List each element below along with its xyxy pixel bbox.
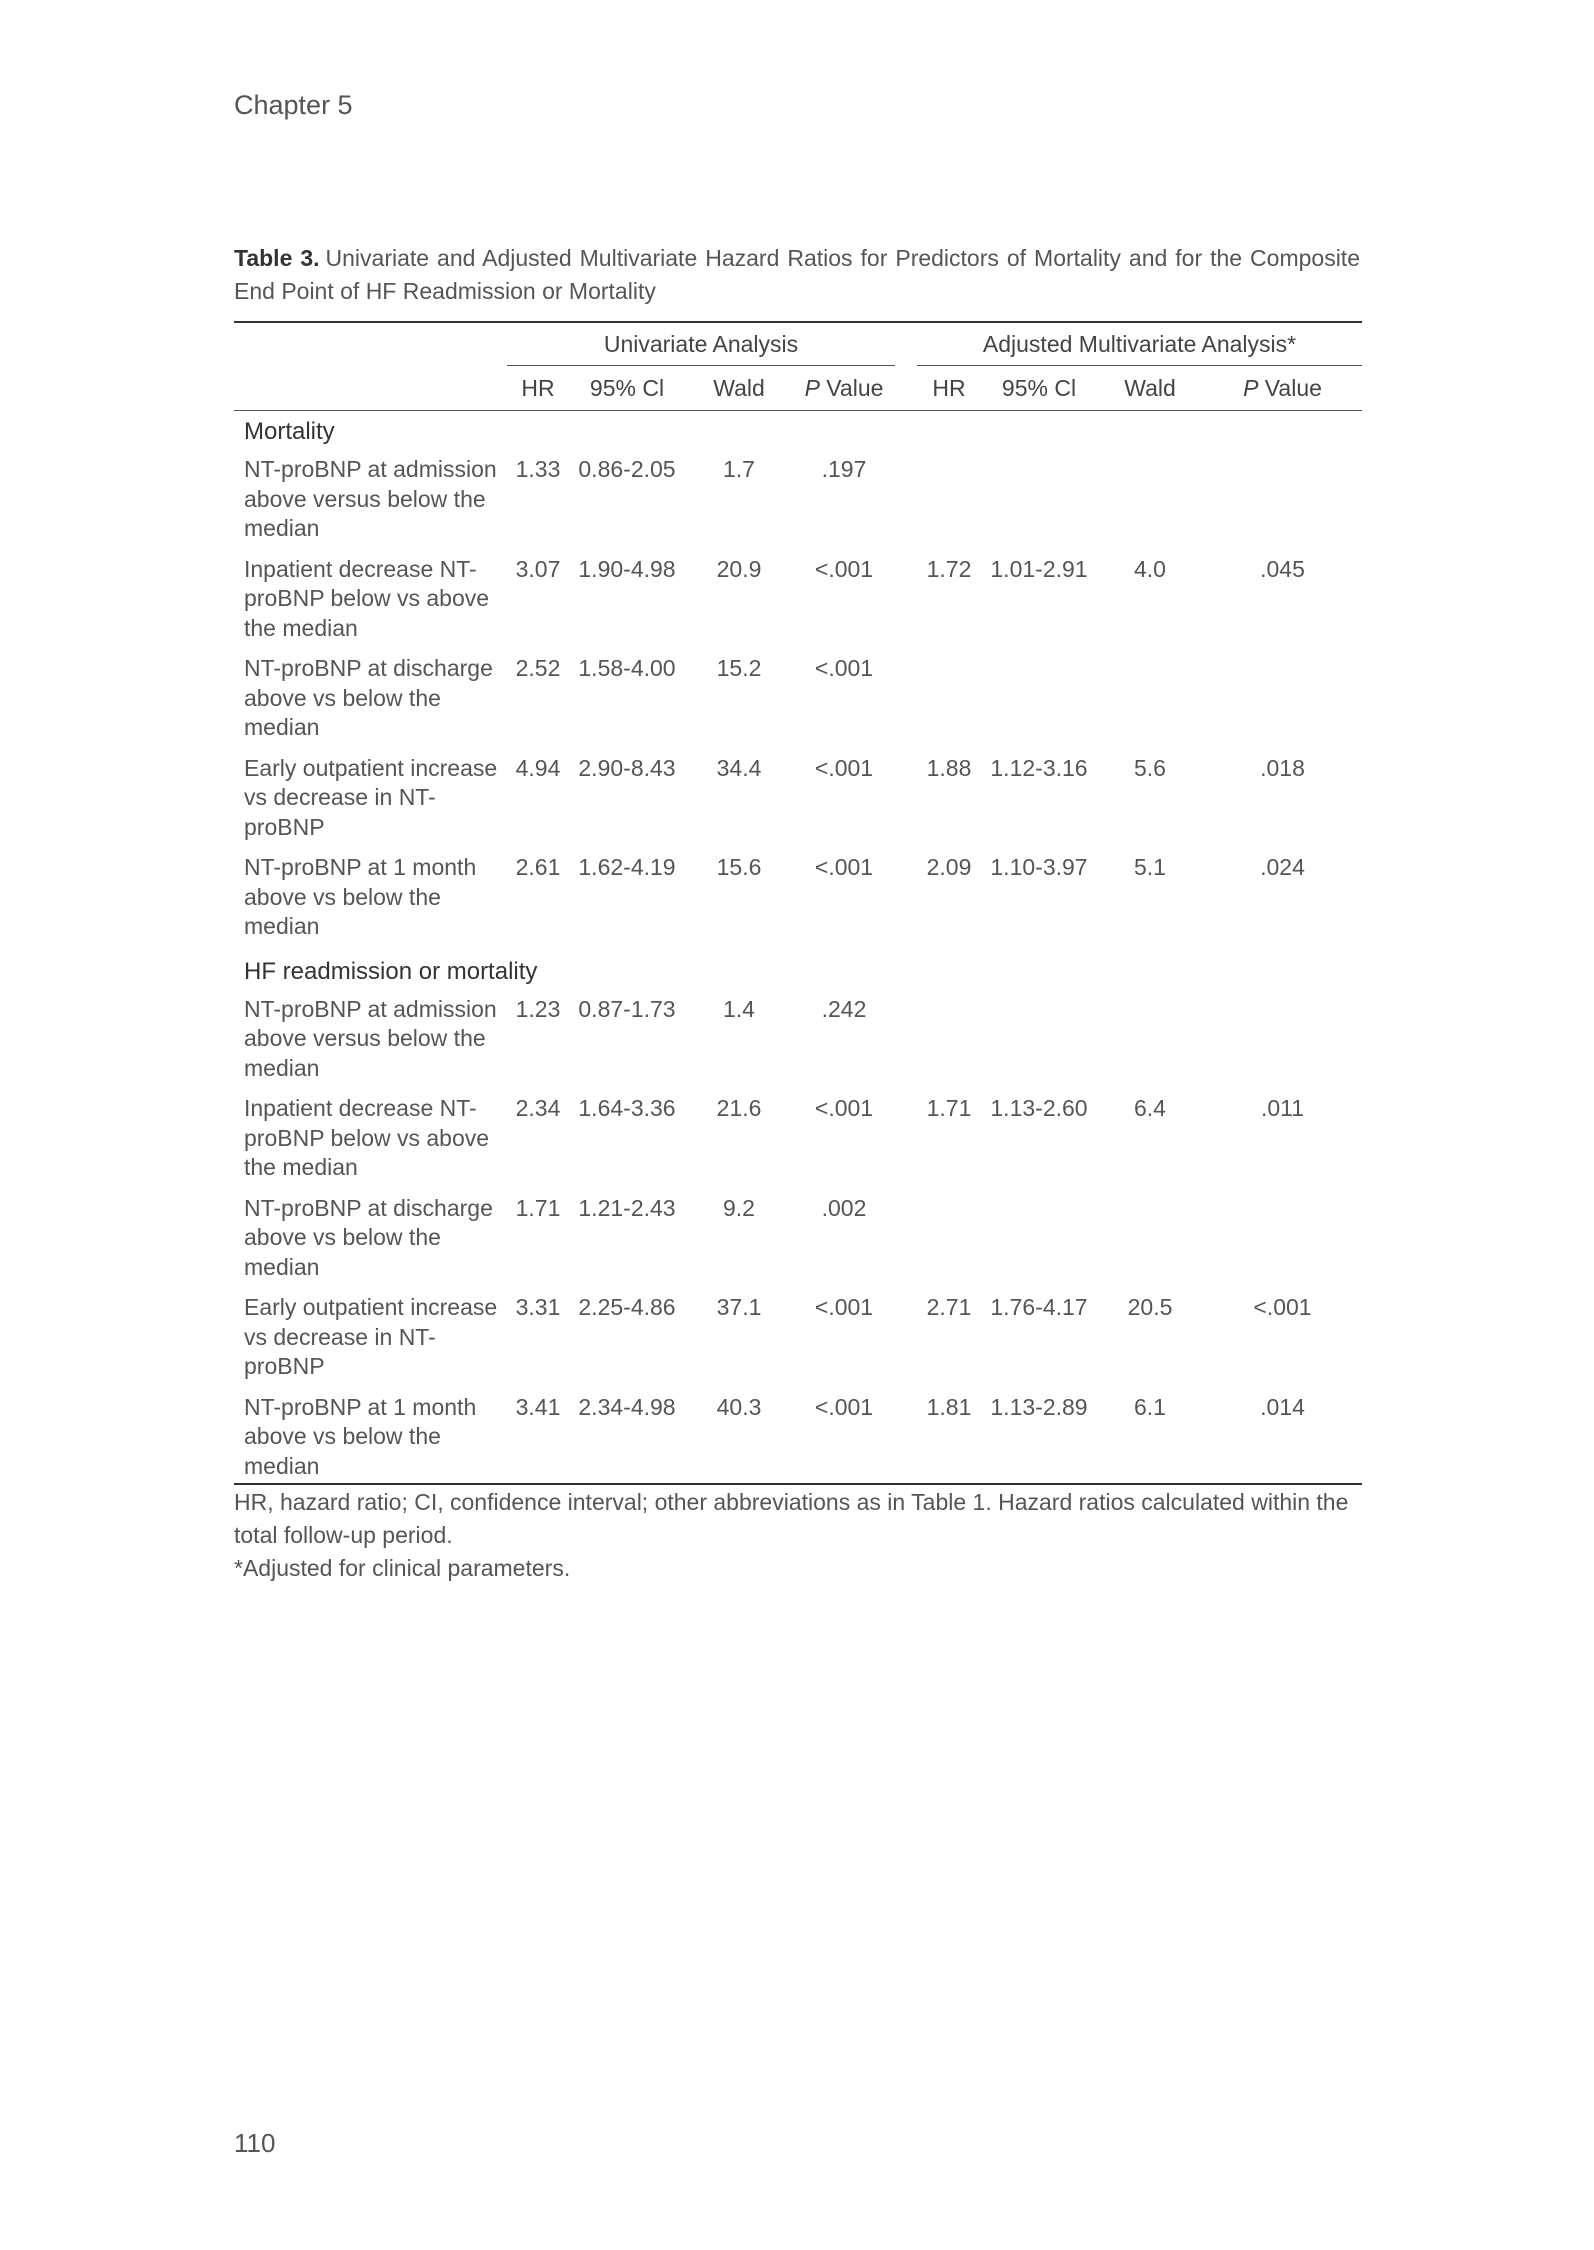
table-caption: [234, 242, 1360, 308]
cell-adj-p: .018: [1260, 754, 1305, 781]
col-wald: Wald: [685, 366, 793, 411]
cell-adj-ci: [981, 993, 1097, 1093]
cell-ci: 1.62-4.19: [578, 854, 676, 880]
cell-adj-wald: [1097, 652, 1203, 752]
table-row: [234, 1192, 1362, 1292]
table-row: [234, 1391, 1362, 1485]
cell-adj-p: [1203, 652, 1362, 752]
cell-p: <.001: [814, 754, 874, 781]
cell-adj-hr: 1.72: [926, 555, 972, 582]
cell-wald: 40.3: [716, 1393, 762, 1420]
cell-adj-ci: 1.13-2.89: [990, 1393, 1088, 1420]
cell-p: <.001: [814, 1294, 874, 1320]
table-row: [234, 553, 1362, 653]
cell-wald: 34.4: [716, 754, 762, 781]
group-header-row: [234, 322, 1362, 366]
cell-hr: 2.52: [515, 655, 561, 681]
cell-wald: 37.1: [716, 1294, 762, 1320]
cell-adj-wald: 4.0: [1134, 555, 1166, 582]
cell-adj-hr: [917, 993, 981, 1093]
cell-adj-ci: 1.13-2.60: [990, 1095, 1088, 1121]
cell-adj-wald: 20.5: [1127, 1294, 1173, 1320]
cell-adj-wald: 6.1: [1134, 1393, 1166, 1420]
cell-adj-p: [1203, 1192, 1362, 1292]
table-row: [234, 1291, 1362, 1391]
col-hr: HR: [507, 366, 569, 411]
page-number: 110: [234, 2128, 276, 2158]
cell-p: <.001: [814, 555, 874, 582]
row-label: NT-proBNP at discharge above vs below the median: [244, 655, 493, 740]
univariate-header: Univariate Analysis: [507, 322, 895, 366]
cell-p: <.001: [814, 655, 874, 681]
cell-p: <.001: [814, 1393, 874, 1420]
table-footnotes: [234, 1486, 1364, 1585]
cell-adj-wald: [1097, 453, 1203, 553]
row-label: Inpatient decrease NT-proBNP below vs above the median: [244, 1095, 490, 1180]
cell-ci: 1.58-4.00: [578, 655, 676, 681]
cell-adj-p: .014: [1260, 1393, 1305, 1420]
cell-hr: 3.31: [515, 1294, 561, 1320]
cell-adj-wald: 6.4: [1134, 1095, 1166, 1121]
cell-adj-ci: 1.12-3.16: [990, 754, 1088, 781]
cell-hr: 1.71: [515, 1194, 561, 1221]
section-row: [234, 411, 1362, 454]
table-row: [234, 652, 1362, 752]
cell-wald: 21.6: [716, 1095, 762, 1121]
header-blank: [234, 366, 507, 411]
col-hr: HR: [917, 366, 981, 411]
abbreviation-note: HR, hazard ratio; CI, confidence interval; other abbreviations as in Table 1. Hazard ratios calculated within the total follow-up period.: [234, 1489, 1349, 1548]
row-label: Inpatient decrease NT-proBNP below vs above the median: [244, 555, 490, 641]
cell-wald: 1.7: [723, 456, 755, 482]
header-gap: [895, 366, 917, 411]
column-header-row: [234, 366, 1362, 411]
cell-hr: 1.33: [515, 456, 561, 482]
header-blank: [234, 322, 507, 366]
section-title: HF readmission or mortality: [244, 957, 538, 985]
cell-adj-ci: [981, 1192, 1097, 1292]
col-ci: 95% Cl: [569, 366, 685, 411]
row-label: Early outpatient increase vs decrease in NT-proBNP: [244, 1294, 498, 1379]
cell-hr: 3.07: [515, 555, 561, 582]
cell-adj-hr: [917, 652, 981, 752]
table-body: [234, 411, 1362, 1485]
cell-adj-wald: 5.1: [1134, 854, 1166, 880]
cell-ci: 2.90-8.43: [578, 754, 676, 781]
cell-ci: 1.21-2.43: [578, 1194, 676, 1221]
cell-adj-hr: 1.71: [926, 1095, 972, 1121]
cell-adj-ci: 1.01-2.91: [990, 555, 1088, 582]
row-label: NT-proBNP at 1 month above vs below the median: [244, 1393, 477, 1479]
cell-p: .002: [821, 1194, 867, 1221]
col-p-value: P Value: [1203, 366, 1362, 411]
cell-adj-hr: 2.09: [926, 854, 972, 880]
col-ci: 95% Cl: [981, 366, 1097, 411]
cell-adj-ci: [981, 652, 1097, 752]
table-row: [234, 1092, 1362, 1192]
table-row: [234, 752, 1362, 852]
cell-adj-hr: 2.71: [926, 1294, 972, 1320]
cell-adj-wald: [1097, 993, 1203, 1093]
table-row: [234, 851, 1362, 951]
cell-ci: 1.90-4.98: [578, 555, 676, 582]
cell-p: .242: [821, 995, 867, 1022]
cell-adj-wald: 5.6: [1134, 754, 1166, 781]
cell-adj-p: .011: [1260, 1095, 1305, 1121]
section-row: [234, 951, 1362, 993]
header-gap: [895, 322, 917, 366]
cell-p: <.001: [814, 1095, 874, 1121]
cell-hr: 1.23: [515, 995, 561, 1022]
cell-ci: 0.86-2.05: [578, 456, 676, 482]
cell-adj-p: .045: [1260, 555, 1305, 582]
cell-adj-p: [1203, 993, 1362, 1093]
cell-adj-p: [1203, 453, 1362, 553]
cell-adj-wald: [1097, 1192, 1203, 1292]
cell-ci: 2.34-4.98: [578, 1393, 676, 1420]
cell-hr: 2.61: [515, 854, 561, 880]
cell-ci: 1.64-3.36: [578, 1095, 676, 1121]
cell-adj-p: .024: [1260, 854, 1305, 880]
cell-adj-ci: [981, 453, 1097, 553]
row-label: NT-proBNP at admission above versus below the median: [244, 995, 497, 1081]
running-head: Chapter 5: [234, 90, 353, 120]
cell-wald: 15.6: [716, 854, 762, 880]
cell-wald: 20.9: [716, 555, 762, 582]
cell-adj-p: <.001: [1253, 1294, 1312, 1320]
row-label: Early outpatient increase vs decrease in NT-proBNP: [244, 754, 498, 840]
row-label: NT-proBNP at admission above versus below the median: [244, 456, 497, 541]
cell-hr: 3.41: [515, 1393, 561, 1420]
table-label: Table 3.: [234, 245, 320, 271]
cell-adj-hr: 1.81: [926, 1393, 972, 1420]
multivariate-header: Adjusted Multivariate Analysis*: [917, 322, 1362, 366]
cell-ci: 2.25-4.86: [578, 1294, 676, 1320]
cell-ci: 0.87-1.73: [578, 995, 676, 1022]
cell-wald: 15.2: [716, 655, 762, 681]
cell-adj-hr: 1.88: [926, 754, 972, 781]
row-label: NT-proBNP at discharge above vs below the median: [244, 1194, 493, 1280]
table-row: [234, 993, 1362, 1093]
row-label: NT-proBNP at 1 month above vs below the median: [244, 854, 477, 939]
cell-adj-ci: 1.76-4.17: [990, 1294, 1088, 1320]
cell-hr: 4.94: [515, 754, 561, 781]
section-title: Mortality: [244, 418, 335, 445]
cell-p: .197: [821, 456, 867, 482]
cell-adj-ci: 1.10-3.97: [990, 854, 1088, 880]
table-title: Univariate and Adjusted Multivariate Hazard Ratios for Predictors of Mortality and for the Composite End Point of HF Readmission or Mortality: [234, 245, 1360, 304]
cell-wald: 9.2: [723, 1194, 755, 1221]
cell-adj-hr: [917, 453, 981, 553]
cell-adj-hr: [917, 1192, 981, 1292]
hazard-ratio-table: [234, 321, 1362, 1485]
cell-wald: 1.4: [723, 995, 755, 1022]
col-wald: Wald: [1097, 366, 1203, 411]
cell-hr: 2.34: [515, 1095, 561, 1121]
table-row: [234, 453, 1362, 553]
col-p-value: P Value: [793, 366, 895, 411]
adjustment-note: *Adjusted for clinical parameters.: [234, 1555, 571, 1581]
cell-p: <.001: [814, 854, 874, 880]
